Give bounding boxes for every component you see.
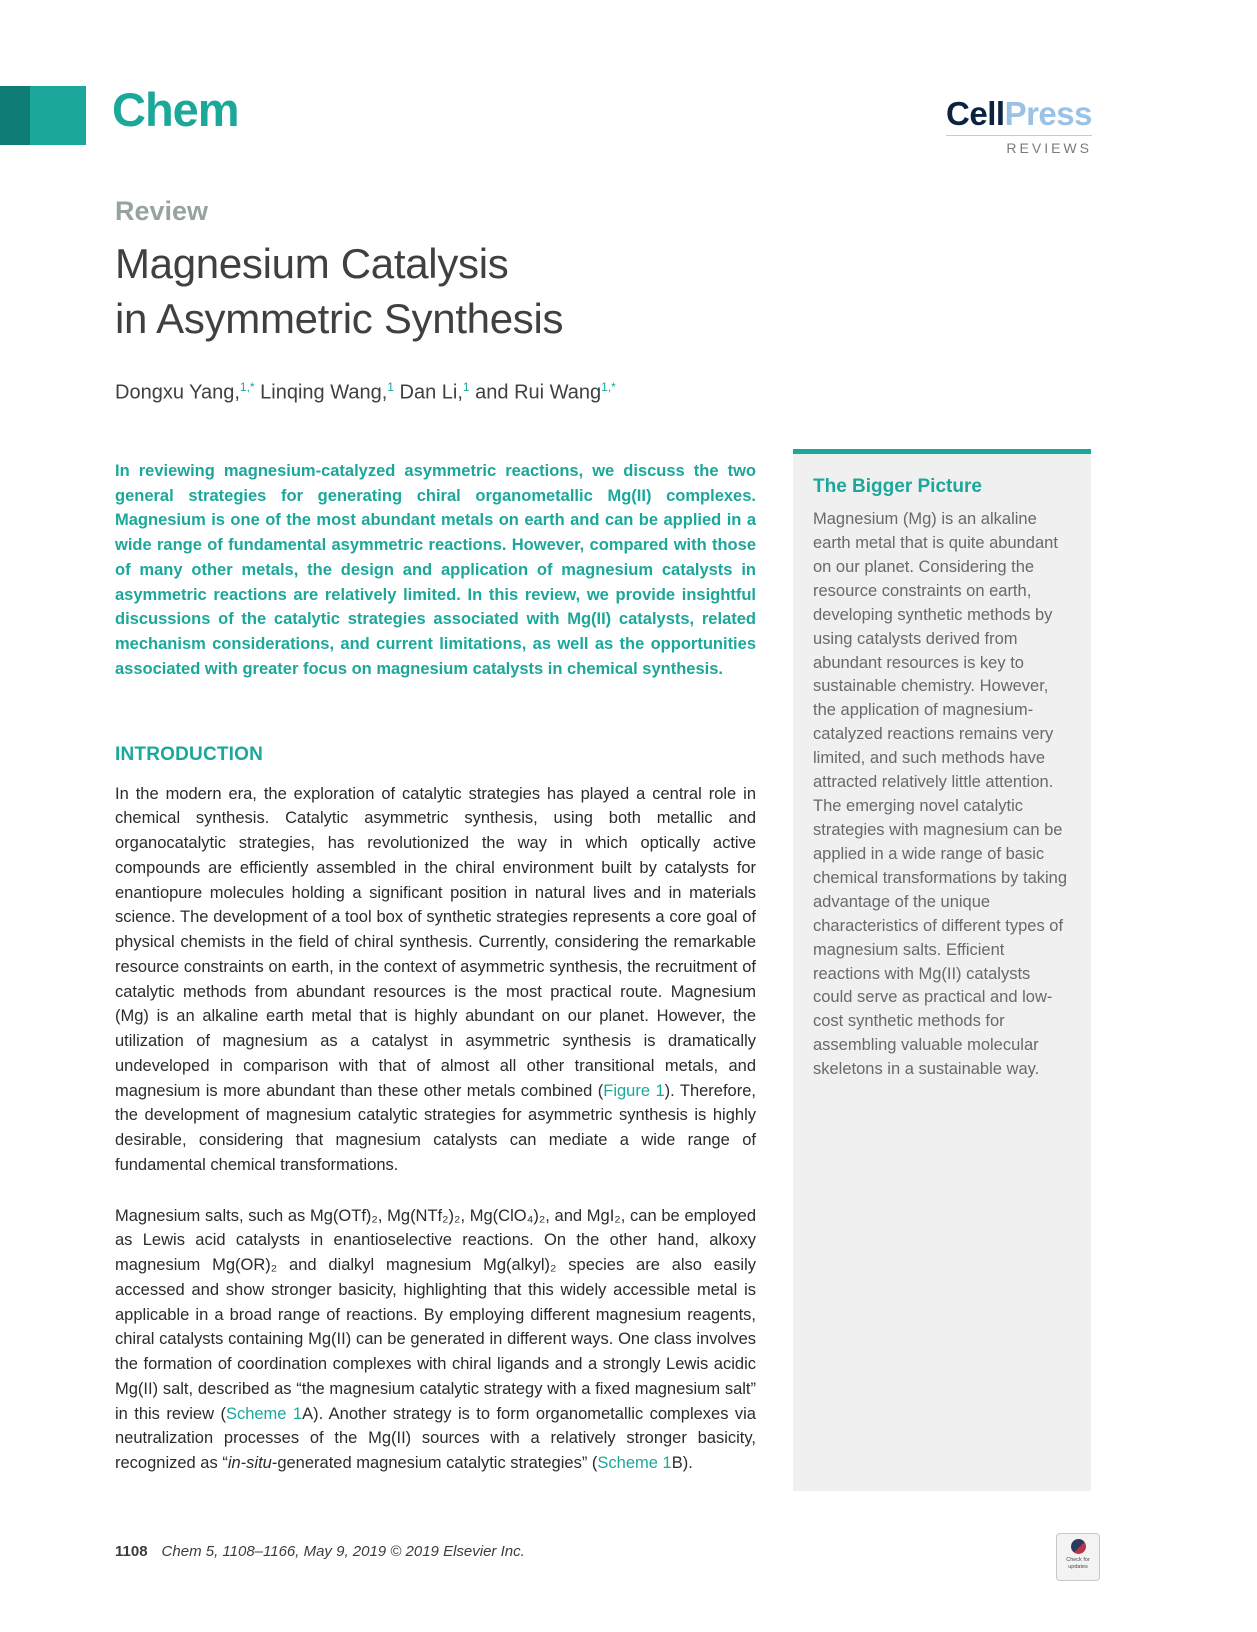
cellpress-wordmark: [946, 97, 1092, 136]
author-affiliation-link-1[interactable]: 1,*: [239, 380, 255, 395]
journal-brand-bar: [0, 86, 86, 145]
chem-journal-logo: Chem: [112, 83, 239, 136]
paragraph-1-text-a: In the modern era, the exploration of catalytic strategies has played a central role in chemical synthesis. Catalytic asymmetric synthesis, using both metallic and organocatalytic strategies, has revolutionized the way in which optically active compounds are efficiently assembled in the chiral environment built by catalysts for enantiopure molecules holding a significant position in natural lives and in materials science. The development of a tool box of synthetic strategies represents a core goal of physical chemists in the field of chiral synthesis. Currently, considering the remarkable resource constraints on earth, in the context of asymmetric synthesis, the recruitment of catalytic methods from abundant resources is the most practical route. Magnesium (Mg) is an alkaline earth metal that is highly abundant on our planet. However, the utilization of magnesium as a catalyst in asymmetric synthesis is dramatically undeveloped in comparison with that of almost all other transitional metals, and magnesium is more abundant than these other metals combined (: [115, 784, 756, 1100]
brand-bar-dark-segment: [0, 86, 30, 145]
scheme-1a-link[interactable]: Scheme 1: [225, 1404, 303, 1423]
article-title-line2: in Asymmetric Synthesis: [115, 294, 564, 342]
introduction-heading: INTRODUCTION: [115, 743, 264, 765]
bigger-picture-sidebar: [793, 449, 1091, 1491]
paragraph-1-text-b: ). Therefore, the development of magnesium catalytic strategies for asymmetric synthesis is highly desirable, considering that magnesium catalysts can mediate a wide range of fundamental chemical transformations.: [115, 1081, 756, 1174]
paragraph-2-text-d: B).: [671, 1454, 693, 1473]
cellpress-press-text: Press: [1004, 95, 1092, 132]
author-affiliation-link-4[interactable]: 1,*: [601, 380, 616, 395]
journal-citation: Chem 5, 1108–1166, May 9, 2019 © 2019 Elsevier Inc.: [161, 1543, 525, 1560]
abstract-text: In reviewing magnesium-catalyzed asymmetric reactions, we discuss the two general strategies for generating chiral organometallic Mg(II) complexes. Magnesium is one of the most abundant metals on earth and can be applied in a wide range of fundamental asymmetric reactions. However, compared with those of many other metals, the design and application of magnesium catalysts in asymmetric reactions are relatively limited. In this review, we provide insightful discussions of the catalytic strategies associated with Mg(II) catalysts, related mechanism considerations, and current limitations, as well as the opportunities associated with greater focus on magnesium catalysts in chemical synthesis.: [115, 461, 756, 678]
author-affiliation-link-3[interactable]: 1: [462, 380, 470, 395]
intro-paragraph-1: [115, 782, 756, 1178]
paragraph-2-text-c: -generated magnesium catalytic strategies” (: [271, 1454, 598, 1473]
article-type-label: Review: [115, 196, 209, 226]
author-name-2: Linqing Wang,: [254, 381, 388, 404]
brand-bar-light-segment: [30, 86, 86, 145]
cellpress-logo: [946, 97, 1092, 156]
article-title: [115, 237, 756, 346]
author-name-4: and Rui Wang: [469, 381, 602, 404]
check-for-updates-badge[interactable]: [1056, 1533, 1100, 1581]
paragraph-2-text-b: A). Another strategy is to form organometallic complexes via neutralization processes of the Mg(II) sources with a relatively stronger basicity, recognized as “: [115, 1404, 756, 1473]
bigger-picture-body: Magnesium (Mg) is an alkaline earth metal that is quite abundant on our planet. Considering the resource constraints on earth, developing synthetic methods by using catalysts derived from abundant resources is key to sustainable chemistry. However, the application of magnesium-catalyzed reactions remains very limited, and such methods have attracted relatively little attention. The emerging novel catalytic strategies with magnesium can be applied in a wide range of basic chemical transformations by taking advantage of the unique characteristics of different types of magnesium salts. Efficient reactions with Mg(II) catalysts could serve as practical and low-cost synthetic methods for assembling valuable molecular skeletons in a sustainable way.: [813, 510, 1068, 1079]
intro-paragraph-2: [115, 1204, 756, 1476]
author-affiliation-link-2[interactable]: 1: [387, 380, 394, 395]
author-list: [115, 380, 756, 405]
scheme-1b-link[interactable]: Scheme 1: [597, 1454, 672, 1473]
author-name-3: Dan Li,: [393, 381, 463, 404]
author-name-1: Dongxu Yang,: [115, 381, 240, 404]
figure-1-link[interactable]: Figure 1: [603, 1081, 665, 1100]
article-main-column: [115, 196, 756, 1502]
article-title-line1: Magnesium Catalysis: [115, 240, 509, 287]
paragraph-2-italic-in-situ: in-situ: [227, 1454, 272, 1473]
bigger-picture-heading: The Bigger Picture: [813, 476, 982, 497]
crossmark-icon: [1071, 1539, 1086, 1554]
page-number: 1108: [115, 1543, 148, 1560]
paragraph-2-text-a: Magnesium salts, such as Mg(OTf)₂, Mg(NTf₂)₂, Mg(ClO₄)₂, and MgI₂, can be employed as Lewis acid catalysts in enantioselective reactions. On the other hand, alkoxy magnesium Mg(OR)₂ and dialkyl magnesium Mg(alkyl)₂ species are also easily accessed and show stronger basicity, highlighting that this widely accessible metal is applicable in a broad range of reactions. By employing different magnesium reagents, chiral catalysts containing Mg(II) can be generated in different ways. One class involves the formation of coordination complexes with chiral ligands and a strongly Lewis acidic Mg(II) salt, described as “the magnesium catalytic strategy with a fixed magnesium salt” in this review (: [115, 1206, 756, 1423]
cellpress-reviews-label: REVIEWS: [1006, 140, 1092, 156]
page-footer: [115, 1543, 525, 1560]
cellpress-cell-text: Cell: [946, 95, 1005, 132]
check-for-updates-label: Check for updates: [1066, 1557, 1090, 1570]
